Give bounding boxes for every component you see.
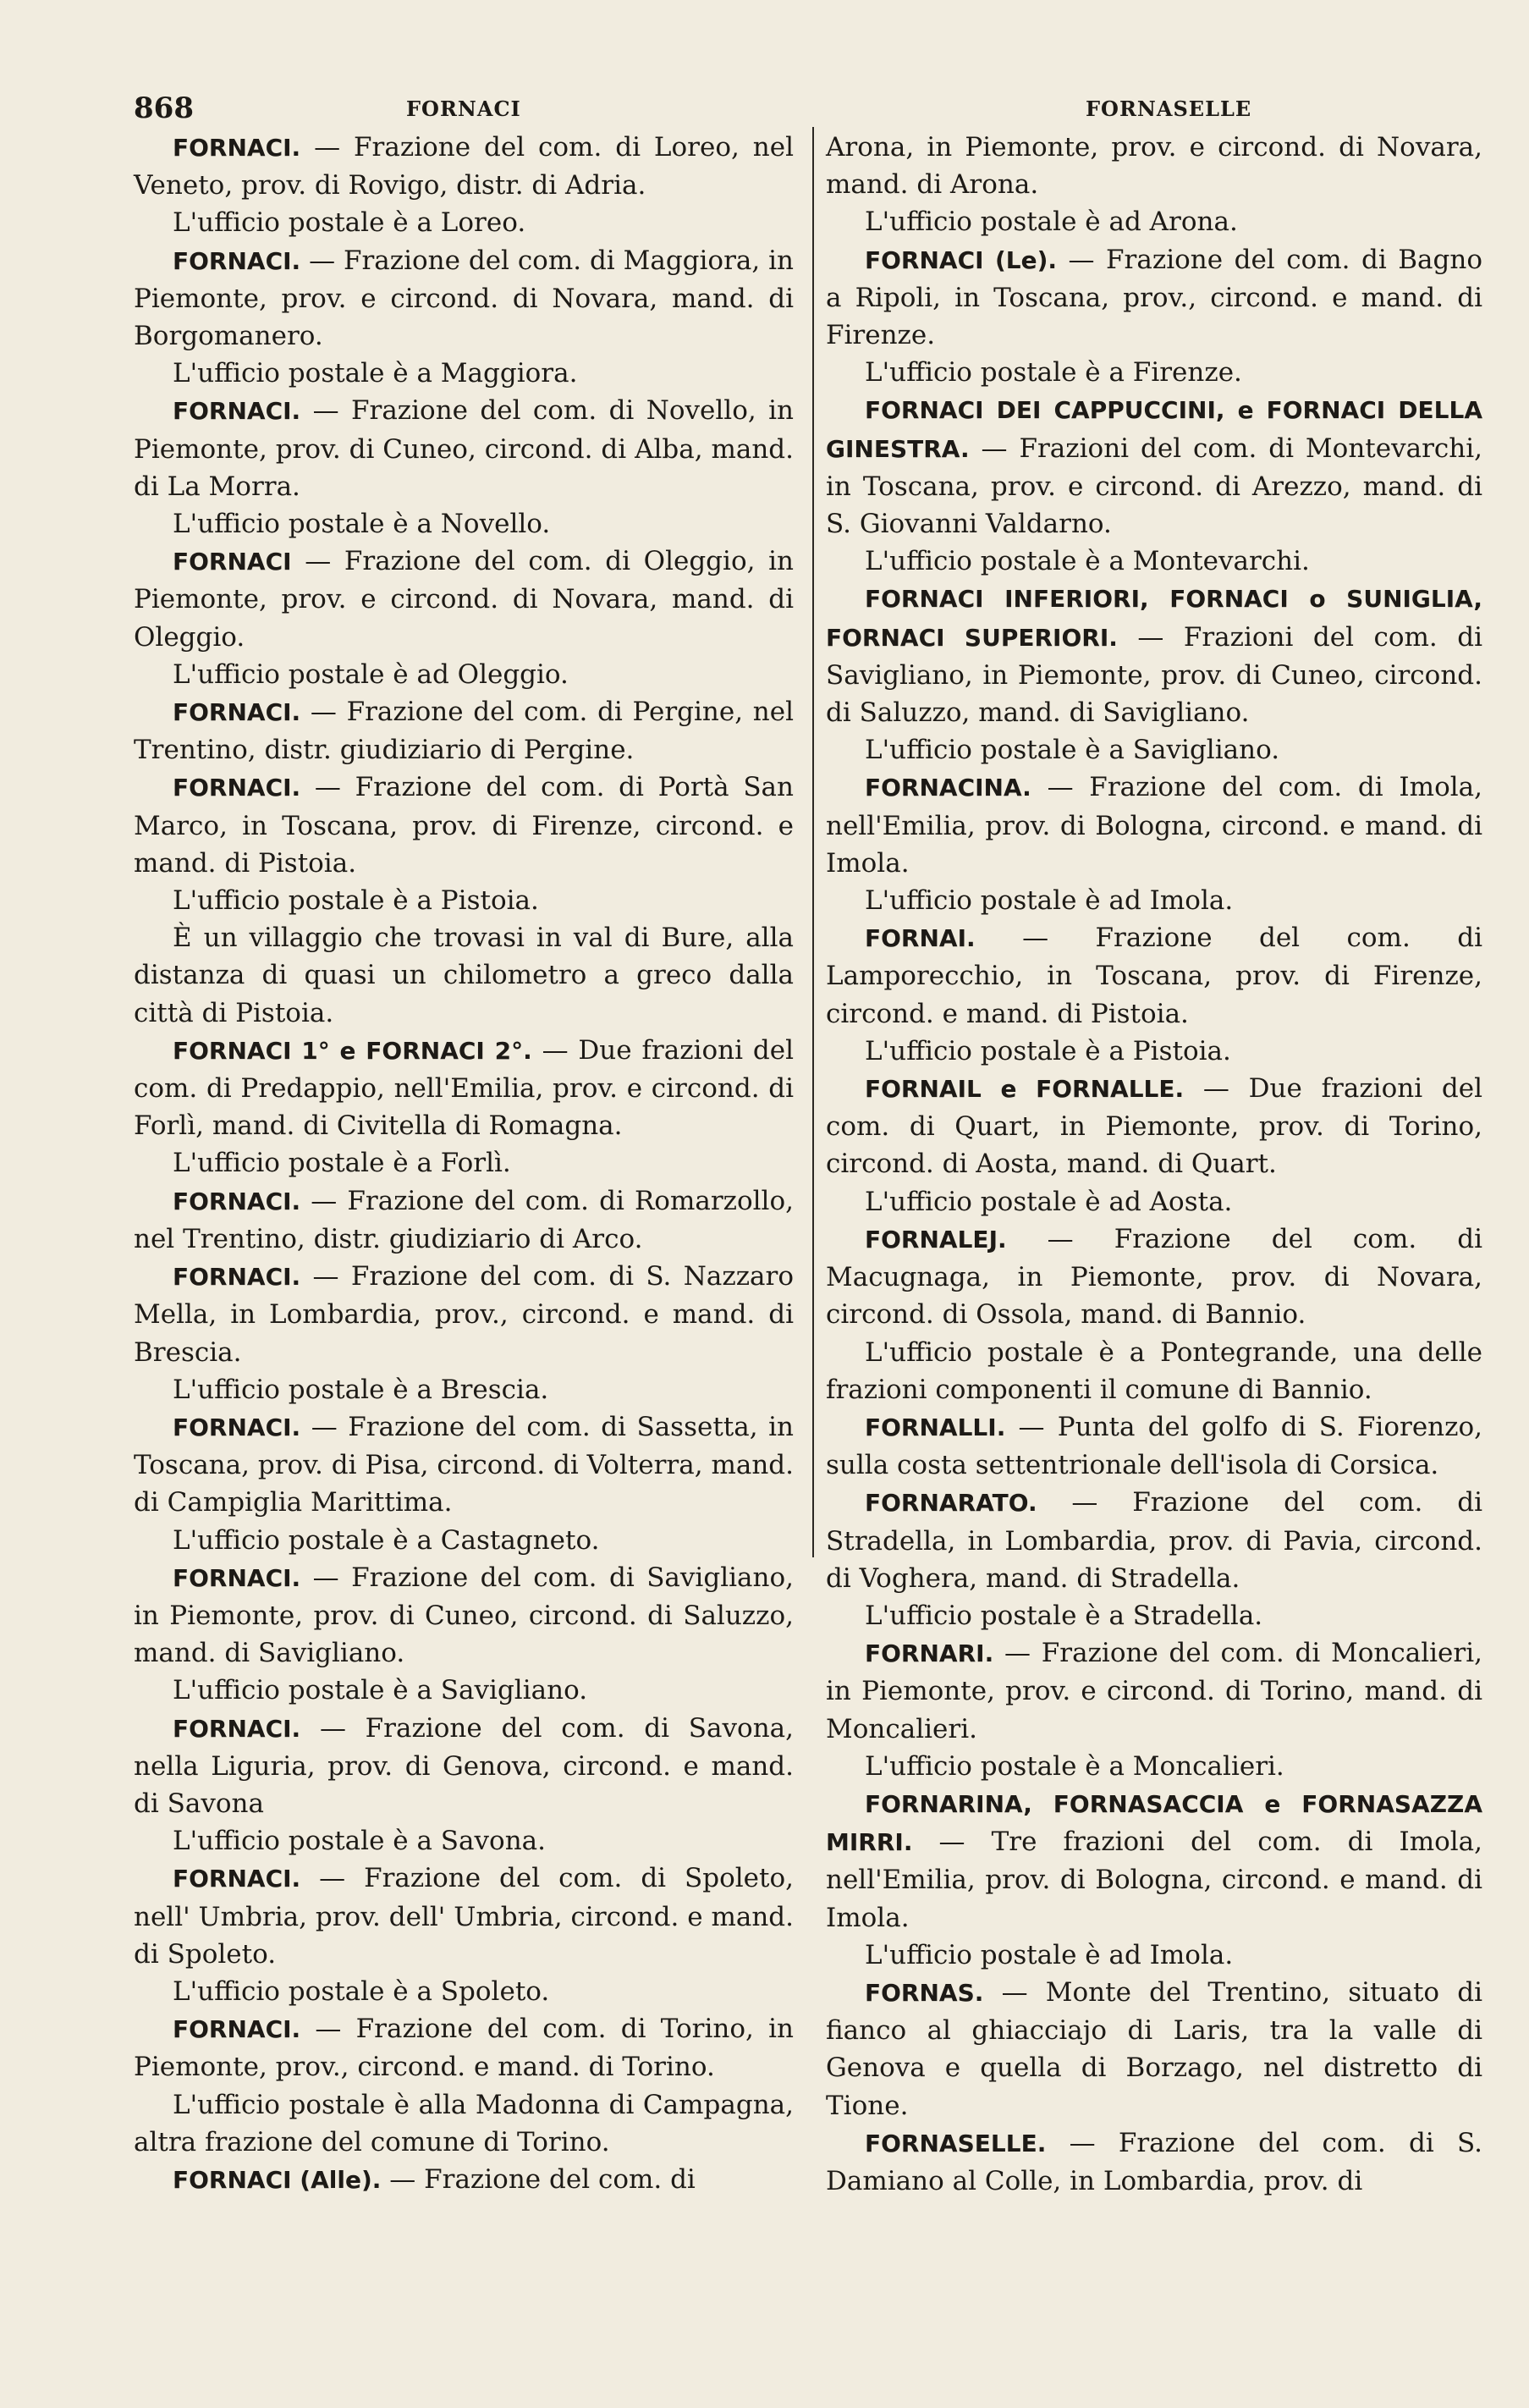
entry-headword: FORNACI (Le). [865, 245, 1058, 274]
entry-text: — Frazione del com. di Novello, in Piemonte, prov. di Cuneo, circond. di Alba, mand. di La Morra. [134, 395, 794, 502]
dictionary-entry [134, 2010, 794, 2086]
entry-headword: FORNACI. [173, 246, 301, 275]
dictionary-entry [134, 1559, 794, 1672]
entry-text: L'ufficio postale è a Savigliano. [173, 1675, 588, 1706]
entry-headword: FORNACI. [173, 1187, 301, 1215]
entry-headword: FORNACI. [173, 774, 301, 802]
entry-text: — Frazione del com. di Portà San Marco, in Toscana, prov. di Firenze, circond. e mand. di Pistoia. [134, 772, 794, 879]
running-head-right: FORNASELLE [1086, 96, 1252, 121]
entry-text: L'ufficio postale è a Pontegrande, una delle frazioni componenti il comune di Bannio. [826, 1336, 1482, 1405]
entry-text: — Punta del golfo di S. Fiorenzo, sulla costa settentrionale dell'isola di Corsica. [826, 1411, 1482, 1481]
entry-headword: FORNACI INFERIORI, FORNACI o SUNIGLIA, FORNACI SUPERIORI. [826, 585, 1482, 652]
entry-text: — Frazione del com. di Sassetta, in Toscana, prov. di Pisa, circond. di Volterra, mand. di Campiglia Marittima. [134, 1411, 794, 1518]
entry-headword: FORNASELLE. [865, 2129, 1047, 2157]
dictionary-entry [826, 1974, 1482, 2124]
entry-text: — Frazione del com. di Stradella, in Lombardia, prov. di Pavia, circond. di Voghera, mand. di Stradella. [826, 1487, 1482, 1594]
entry-text: — Frazione del com. di Pergine, nel Trentino, distr. giudiziario di Pergine. [134, 697, 794, 766]
dictionary-entry [134, 693, 794, 769]
entry-text: L'ufficio postale è a Savona. [173, 1826, 547, 1857]
dictionary-entry [826, 769, 1482, 882]
dictionary-entry [826, 1484, 1482, 1597]
entry-text: — Frazione del com. di S. Damiano al Colle, in Lombardia, prov. di [826, 2127, 1482, 2196]
dictionary-entry [134, 1710, 794, 1823]
entry-text: — Due frazioni del com. di Predappio, nell'Emilia, prov. e circond. di Forlì, mand. di Civitella di Romagna. [134, 1034, 794, 1142]
running-head-left: FORNACI [406, 96, 521, 121]
dictionary-entry [134, 1408, 794, 1522]
entry-text: L'ufficio postale è alla Madonna di Campagna, altra frazione del comune di Torino. [134, 2089, 794, 2157]
dictionary-entry [134, 1182, 794, 1258]
entry-note [826, 1748, 1482, 1785]
entry-text: L'ufficio postale è a Pistoia. [865, 1035, 1231, 1066]
entry-note [826, 1937, 1482, 1974]
entry-note [826, 129, 1482, 203]
entry-text: L'ufficio postale è ad Oleggio. [173, 658, 569, 690]
entry-note [134, 1822, 794, 1860]
entry-text: L'ufficio postale è a Forlì. [173, 1148, 511, 1179]
entry-text: — Frazione del com. di Oleggio, in Piemonte, prov. e circond. di Novara, mand. di Oleggio. [134, 546, 794, 653]
entry-note [134, 919, 794, 1032]
entry-headword: FORNACI. [173, 1563, 301, 1592]
entry-headword: FORNACI. [173, 1263, 301, 1292]
entry-text: — Frazione del com. di Bagno a Ripoli, in Toscana, prov., circond. e mand. di Firenze. [826, 244, 1482, 351]
entry-headword: FORNACI DEI CAPPUCCINI, e FORNACI DELLA GINESTRA. [826, 396, 1482, 463]
entry-note [826, 1033, 1482, 1070]
entry-text: L'ufficio postale è a Pistoia. [173, 885, 539, 917]
dictionary-entry [826, 1408, 1482, 1484]
entry-text: L'ufficio postale è ad Arona. [865, 207, 1238, 238]
entry-headword: FORNACI [173, 548, 292, 576]
entry-text: L'ufficio postale è a Stradella. [865, 1600, 1263, 1631]
dictionary-entry [826, 580, 1482, 731]
entry-text: — Due frazioni del com. di Quart, in Piemonte, prov. di Torino, circond. di Aosta, mand. di Quart. [826, 1073, 1482, 1180]
entry-note [134, 505, 794, 543]
dictionary-entry [134, 129, 794, 204]
entry-headword: FORNACI. [173, 1865, 301, 1893]
dictionary-entry [826, 1785, 1482, 1937]
entry-text: — Tre frazioni del com. di Imola, nell'Emilia, prov. di Bologna, circond. e mand. di Imola. [826, 1827, 1482, 1933]
entry-text: L'ufficio postale è a Brescia. [173, 1374, 549, 1405]
entry-text: L'ufficio postale è a Spoleto. [173, 1975, 550, 2007]
entry-text: È un villaggio che trovasi in val di Bure, alla distanza di quasi un chilometro a greco dalla città di Pistoia. [134, 923, 794, 1028]
entry-headword: FORNARINA, FORNASACCIA e FORNASAZZA MIRRI. [826, 1789, 1482, 1857]
entry-text: — Frazione del com. di Romarzollo, nel Trentino, distr. giudiziario di Arco. [134, 1185, 794, 1254]
entry-note [826, 203, 1482, 240]
page-header [0, 91, 1529, 129]
entry-text: L'ufficio postale è ad Imola. [865, 1939, 1234, 1970]
entry-text: — Frazione del com. di [381, 2163, 696, 2195]
entry-headword: FORNARI. [865, 1639, 994, 1668]
entry-headword: FORNAIL e FORNALLE. [865, 1075, 1185, 1104]
dictionary-entry [134, 769, 794, 882]
entry-headword: FORNAS. [865, 1978, 984, 2007]
entry-text: — Frazioni del com. di Savigliano, in Piemonte, prov. di Cuneo, circond. di Saluzzo, mand. di Savigliano. [826, 621, 1482, 729]
page-number: 868 [134, 91, 194, 125]
entry-headword: FORNALLI. [865, 1413, 1006, 1441]
entry-text: L'ufficio postale è a Castagneto. [173, 1524, 600, 1556]
entry-text: L'ufficio postale è a Loreo. [173, 207, 526, 239]
dictionary-entry [134, 543, 794, 656]
entry-headword: FORNACI. [173, 2015, 301, 2044]
entry-note [134, 1371, 794, 1408]
entry-note [134, 1672, 794, 1709]
entry-note [826, 354, 1482, 391]
entry-text: — Frazione del com. di Lamporecchio, in Toscana, prov. di Firenze, circond. e mand. di Pistoia. [826, 923, 1482, 1029]
entry-text: L'ufficio postale è a Novello. [173, 509, 551, 540]
entry-note [134, 656, 794, 693]
dictionary-entry [134, 1032, 794, 1145]
entry-note [134, 204, 794, 241]
entry-text: L'ufficio postale è a Maggiora. [173, 358, 578, 389]
dictionary-entry [134, 242, 794, 355]
entry-text: — Frazione del com. di S. Nazzaro Mella, in Lombardia, prov., circond. e mand. di Brescia. [134, 1261, 794, 1368]
entry-headword: FORNACI. [173, 698, 301, 727]
entry-text: L'ufficio postale è a Savigliano. [865, 735, 1280, 766]
entry-text: Arona, in Piemonte, prov. e circond. di Novara, mand. di Arona. [826, 132, 1482, 201]
entry-note [134, 1144, 794, 1182]
dictionary-entry [134, 2161, 794, 2199]
dictionary-entry [826, 2124, 1482, 2200]
entry-headword: FORNARATO. [865, 1489, 1037, 1518]
entry-headword: FORNAI. [865, 924, 976, 953]
dictionary-entry [134, 1860, 794, 1973]
entry-text: L'ufficio postale è ad Imola. [865, 885, 1234, 917]
dictionary-entry [826, 1221, 1482, 1334]
dictionary-entry [826, 1070, 1482, 1183]
entry-headword: FORNACI (Alle). [173, 2165, 382, 2194]
dictionary-entry [134, 392, 794, 505]
entry-text: L'ufficio postale è a Firenze. [865, 357, 1242, 388]
entry-text: L'ufficio postale è a Moncalieri. [865, 1750, 1284, 1782]
entry-text: — Frazione del com. di Maggiora, in Piemonte, prov. e circond. di Novara, mand. di Borgomanero. [134, 245, 794, 352]
entry-note [826, 882, 1482, 919]
entry-text: — Frazione del com. di Savona, nella Liguria, prov. di Genova, circond. e mand. di Savona [134, 1712, 794, 1819]
dictionary-entry [826, 391, 1482, 543]
entry-note [134, 355, 794, 392]
entry-text: — Frazione del com. di Loreo, nel Veneto, prov. di Rovigo, distr. di Adria. [134, 132, 794, 201]
entry-note [134, 1973, 794, 2010]
entry-text: — Monte del Trentino, situato di fianco al ghiacciajo di Laris, tra la valle di Genova e quella di Borzago, nel distretto di Tione. [826, 1976, 1482, 2121]
entry-headword: FORNACI. [173, 1413, 301, 1441]
dictionary-entry [134, 1258, 794, 1371]
column-divider [812, 127, 814, 1557]
entry-headword: FORNACI 1° e FORNACI 2°. [173, 1036, 532, 1065]
entry-headword: FORNACI. [173, 134, 301, 162]
entry-note [826, 1183, 1482, 1221]
left-column [134, 129, 794, 2199]
entry-note [826, 1334, 1482, 1408]
entry-text: — Frazione del com. di Macugnaga, in Piemonte, prov. di Novara, circond. di Ossola, mand. di Bannio. [826, 1223, 1482, 1331]
entry-text: L'ufficio postale è ad Aosta. [865, 1186, 1233, 1217]
entry-headword: FORNACI. [173, 1714, 301, 1743]
entry-note [134, 2086, 794, 2161]
entry-headword: FORNACI. [173, 397, 301, 426]
entry-note [134, 882, 794, 919]
entry-note [134, 1522, 794, 1559]
entry-text: — Frazione del com. di Moncalieri, in Piemonte, prov. e circond. di Torino, mand. di Moncalieri. [826, 1638, 1482, 1744]
entry-text: — Frazioni del com. di Montevarchi, in Toscana, prov. e circond. di Arezzo, mand. di S. Giovanni Valdarno. [826, 433, 1482, 540]
entry-text: — Frazione del com. di Imola, nell'Emilia, prov. di Bologna, circond. e mand. di Imola. [826, 772, 1482, 879]
dictionary-entry [826, 919, 1482, 1033]
entry-headword: FORNACINA. [865, 774, 1031, 802]
entry-note [826, 543, 1482, 580]
entry-note [826, 1597, 1482, 1634]
dictionary-entry [826, 1634, 1482, 1748]
entry-note [826, 731, 1482, 769]
entry-text: L'ufficio postale è a Montevarchi. [865, 546, 1310, 577]
dictionary-entry [826, 241, 1482, 355]
entry-text: — Frazione del com. di Savigliano, in Piemonte, prov. di Cuneo, circond. di Saluzzo, mand. di Savigliano. [134, 1562, 794, 1669]
entry-text: — Frazione del com. di Spoleto, nell' Umbria, prov. dell' Umbria, circond. e mand. di Spoleto. [134, 1863, 794, 1970]
entry-text: — Frazione del com. di Torino, in Piemonte, prov., circond. e mand. di Torino. [134, 2014, 794, 2083]
entry-headword: FORNALEJ. [865, 1225, 1007, 1254]
right-column [826, 129, 1482, 2200]
